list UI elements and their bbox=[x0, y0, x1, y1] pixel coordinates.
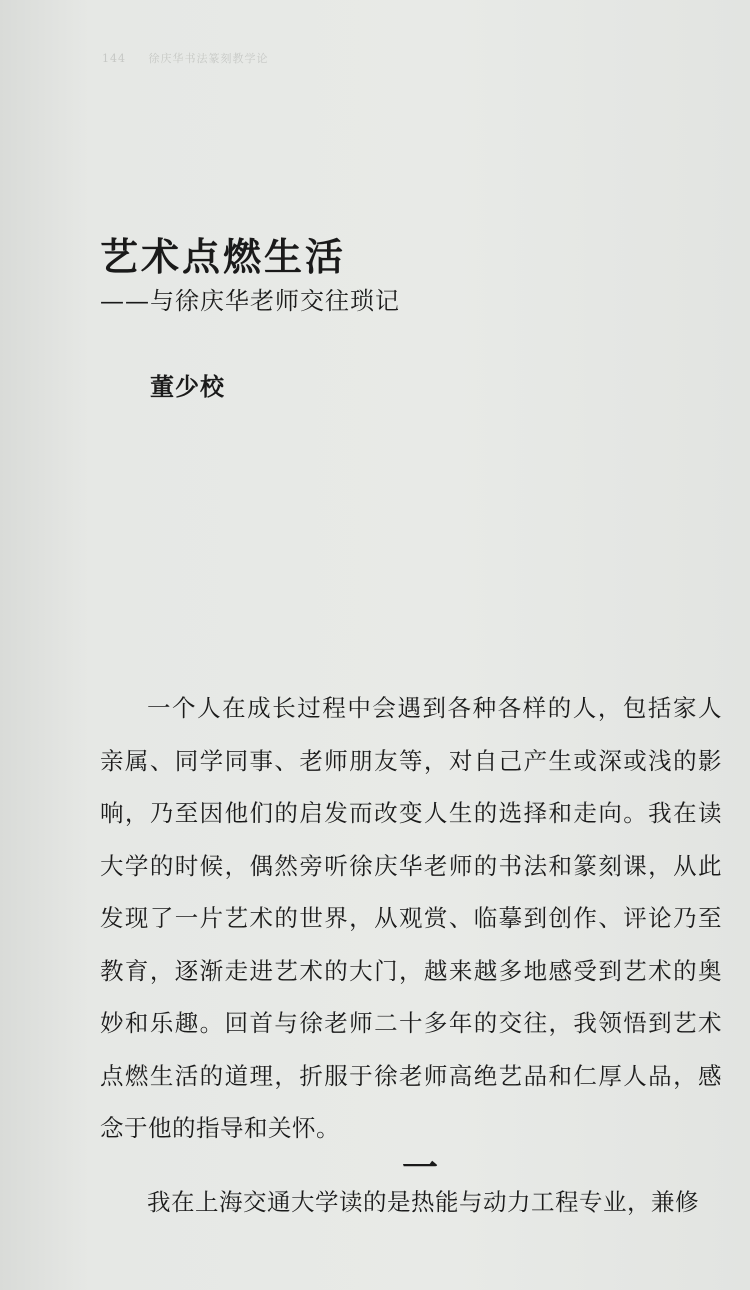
article-title: 艺术点燃生活 bbox=[100, 235, 347, 279]
article-author: 董少校 bbox=[150, 373, 225, 401]
page-number: 144 bbox=[102, 52, 126, 65]
running-head bbox=[102, 50, 269, 66]
intro-paragraph: 一个人在成长过程中会遇到各种各样的人，包括家人亲属、同学同事、老师朋友等，对自己产生或深或浅的影响，乃至因他们的启发而改变人生的选择和走向。我在读大学的时候，偶然旁听徐庆华老师的书法和篆刻课，从此发现了一片艺术的世界，从观赏、临摹到创作、评论乃至教育，逐渐走进艺术的大门，越来越多地感受到艺术的奥妙和乐趣。回首与徐老师二十多年的交往，我领悟到艺术点燃生活的道理，折服于徐老师高绝艺品和仁厚人品，感念于他的指导和关怀。 bbox=[100, 694, 722, 1142]
book-title: 徐庆华书法篆刻教学论 bbox=[148, 52, 269, 65]
section-first-line: 我在上海交通大学读的是热能与动力工程专业，兼修 bbox=[147, 1188, 699, 1216]
article-subtitle: ——与徐庆华老师交往琐记 bbox=[100, 287, 400, 315]
section-body bbox=[100, 1176, 722, 1229]
intro-section bbox=[100, 682, 722, 1155]
section-number: 一 bbox=[401, 1147, 438, 1189]
